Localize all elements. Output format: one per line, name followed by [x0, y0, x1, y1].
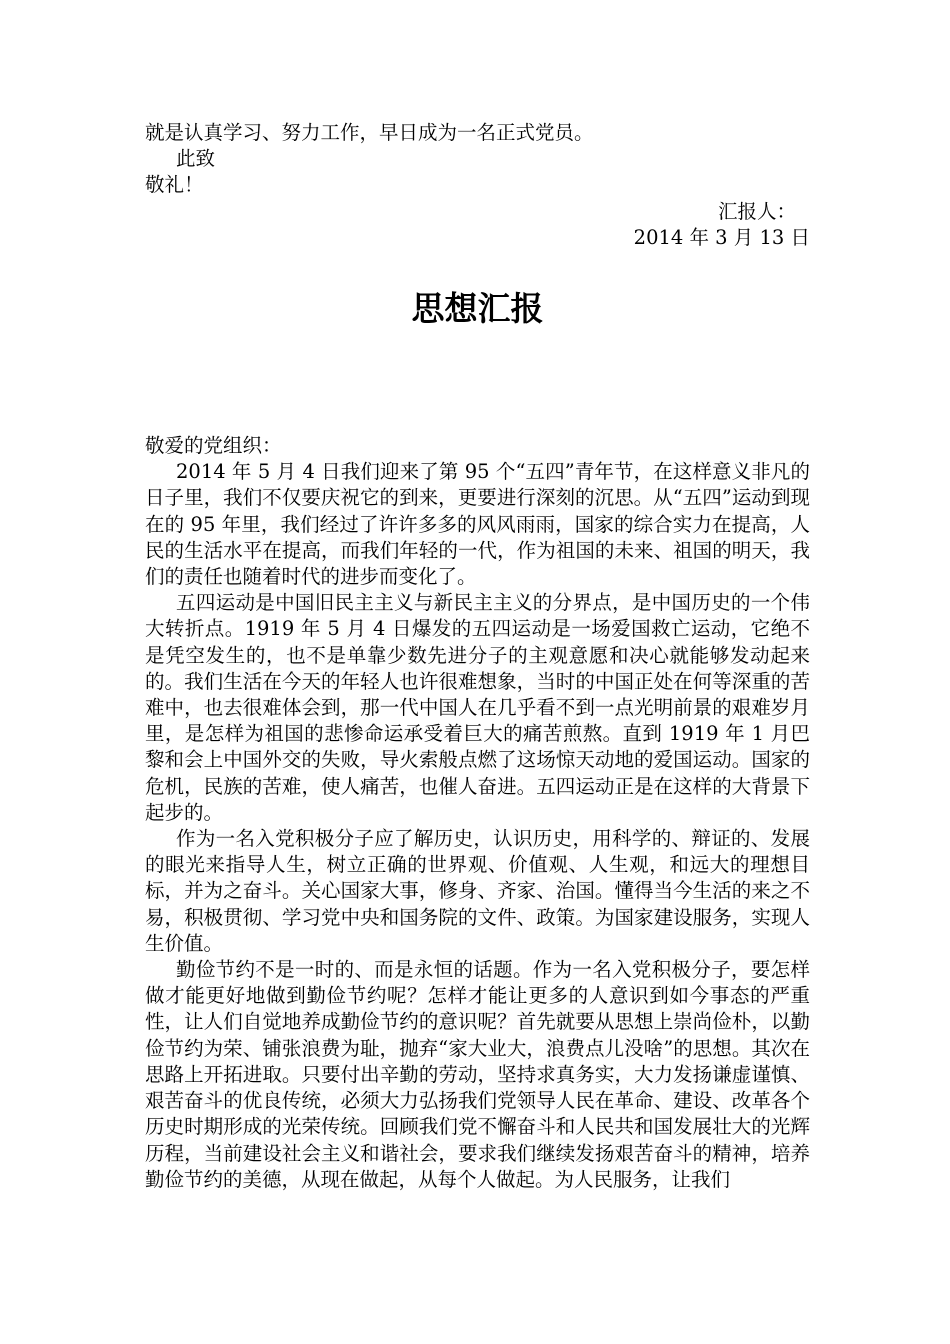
closing-ci-zhi: 此致: [176, 147, 216, 171]
document-page: [145, 120, 810, 1193]
report-title: 思想汇报: [411, 289, 544, 329]
closing-continuation: 就是认真学习、努力工作，早日成为一名正式党员。: [145, 121, 594, 144]
paragraph: 五四运动是中国旧民主主义与新民主主义的分界点，是中国历史的一个伟大转折点。1919 年 5 月 4 日爆发的五四运动是一场爱国救亡运动，它绝不是凭空发生的，也不是单靠少数先进分子的主观意愿和决心就能够发动起来的。我们生活在今天的年轻人也许很难想象，当时的中国正处在何等深重的苦难中，也去很难体会到，那一代中国人在几乎看不到一点光明前景的艰难岁月里，是怎样为祖国的悲惨命运承受着巨大的痛苦煎熬。直到 1919 年 1 月巴黎和会上中国外交的失败，导火索般点燃了这场惊天动地的爱国运动。国家的危机，民族的苦难，使人痛苦，也催人奋进。五四运动正是在这样的大背景下起步的。: [145, 591, 810, 824]
report-body: [145, 459, 810, 1193]
paragraph: 勤俭节约不是一时的、而是永恒的话题。作为一名入党积极分子，要怎样做才能更好地做到勤俭节约呢？怎样才能让更多的人意识到如今事态的严重性，让人们自觉地养成勤俭节约的意识呢？首先就要从思想上崇尚俭朴，以勤俭节约为荣、铺张浪费为耻，抛弃“家大业大，浪费点儿没啥”的思想。其次在思路上开拓进取。只要付出辛勤的劳动，坚持求真务实，大力发扬谦虚谨慎、艰苦奋斗的优良传统，必须大力弘扬我们党领导人民在革命、建设、改革各个历史时期形成的光荣传统。回顾我们党不懈奋斗和人民共和国发展壮大的光辉历程，当前建设社会主义和谐社会，要求我们继续发扬艰苦奋斗的精神，培养勤俭节约的美德，从现在做起，从每个人做起。为人民服务，让我们: [145, 958, 810, 1191]
reporter-label: 汇报人：: [717, 199, 796, 223]
paragraph: 作为一名入党积极分子应了解历史，认识历史，用科学的、辩证的、发展的眼光来指导人生，树立正确的世界观、价值观、人生观，和远大的理想目标，并为之奋斗。关心国家大事，修身、齐家、治国。懂得当今生活的来之不易，积极贯彻、学习党中央和国务院的文件、政策。为国家建设服务，实现人生价值。: [145, 827, 810, 955]
report-salutation: 敬爱的党组织：: [145, 434, 282, 458]
closing-jing-li: 敬礼！: [145, 173, 204, 197]
paragraph: 2014 年 5 月 4 日我们迎来了第 95 个“五四”青年节，在这样意义非凡的日子里，我们不仅要庆祝它的到来，更要进行深刻的沉思。从“五四”运动到现在的 95 年里，我们经过了许许多多的风风雨雨，国家的综合实力在提高，人民的生活水平在提高，而我们年轻的一代，作为祖国的未来、祖国的明天，我们的责任也随着时代的进步而变化了。: [145, 460, 810, 589]
closing-date: 2014 年 3 月 13 日: [633, 225, 810, 249]
